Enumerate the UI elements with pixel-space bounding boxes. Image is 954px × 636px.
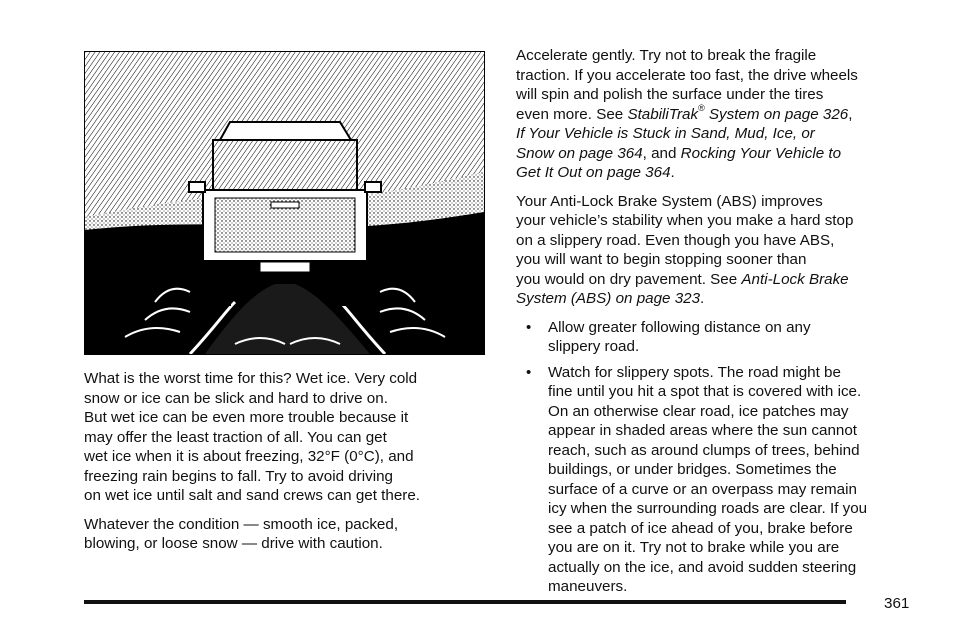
text-line: Accelerate gently. Try not to break the fragile	[516, 47, 817, 64]
stuck-reference: If Your Vehicle is Stuck in Sand, Mud, Ice, or	[516, 125, 815, 142]
text-line: surface of a curve or an overpass may remain	[548, 480, 857, 498]
stabilitrak-page-reference: System on page 326	[704, 105, 849, 123]
left-column	[84, 369, 494, 563]
text-line: blowing, or loose snow — drive with caution.	[84, 535, 383, 552]
text-line: on wet ice until salt and sand crews can get there.	[84, 487, 421, 504]
abs-page-reference: System (ABS) on page 323	[516, 290, 701, 307]
text-line: you will want to begin stopping sooner than	[516, 251, 807, 268]
text-line: fine until you hit a spot that is covered with ice.	[548, 383, 862, 400]
text-line: freezing rain begins to fall. Try to avoid driving	[84, 467, 393, 485]
text-line	[516, 163, 926, 183]
text: you would on dry pavement. See	[516, 270, 742, 288]
text-line: reach, such as around clumps of trees, behind	[548, 441, 860, 459]
stuck-page-reference: Snow on page 364	[516, 144, 643, 162]
right-column	[516, 46, 926, 603]
text-line: icy when the surrounding roads are clear. If you	[548, 500, 868, 517]
text-line: What is the worst time for this? Wet ice. Very cold	[84, 370, 418, 387]
text-line: maneuvers.	[548, 578, 628, 595]
vehicle-on-ice-illustration	[84, 51, 485, 355]
text-line: on a slippery road. Even though you have ABS,	[516, 231, 835, 249]
text-line: actually on the ice, and avoid sudden steering	[548, 558, 857, 576]
footer-rule	[84, 600, 846, 604]
rocking-reference: Rocking Your Vehicle to	[680, 144, 842, 162]
text-line: On an otherwise clear road, ice patches may	[548, 402, 849, 420]
text-line: wet ice when it is about freezing, 32°F (0°C), and	[84, 448, 414, 465]
text: ,	[848, 105, 853, 123]
bullet-icon: •	[526, 363, 532, 381]
registered-mark: ®	[698, 103, 705, 114]
bullet-icon: •	[526, 318, 532, 336]
text-line: Allow greater following distance on any	[548, 318, 811, 336]
text-line: your vehicle’s stability when you make a hard stop	[516, 212, 854, 229]
abs-reference: Anti-Lock Brake	[741, 270, 849, 288]
wet-ice-paragraph	[84, 369, 494, 506]
text: .	[670, 164, 675, 181]
text-line: Whatever the condition — smooth ice, packed,	[84, 515, 399, 533]
text-line: Watch for slippery spots. The road might be	[548, 363, 841, 381]
text-line: buildings, or under bridges. Sometimes the	[548, 461, 837, 478]
text-line	[516, 270, 926, 290]
text: , and	[642, 144, 681, 162]
text-line	[516, 289, 926, 309]
text: .	[700, 290, 705, 307]
text-line: traction. If you accelerate too fast, the drive wheels	[516, 66, 858, 84]
text-line: appear in shaded areas where the sun cannot	[548, 422, 858, 439]
page-number: 361	[884, 595, 910, 612]
text-line: will spin and polish the surface under the tires	[516, 86, 824, 103]
text: even more. See	[516, 105, 628, 123]
bullet-item-slippery-spots	[516, 363, 926, 597]
text-line: Your Anti-Lock Brake System (ABS) improves	[516, 192, 823, 210]
text-line: slippery road.	[548, 338, 640, 355]
abs-paragraph	[516, 192, 926, 309]
text-line: may offer the least traction of all. You can get	[84, 428, 387, 446]
accelerate-paragraph	[516, 46, 926, 183]
bullet-list	[516, 318, 926, 597]
text-line	[516, 124, 926, 144]
text-line: But wet ice can be even more trouble because it	[84, 409, 409, 426]
stabilitrak-reference: StabiliTrak	[627, 105, 699, 123]
caution-paragraph	[84, 515, 494, 554]
rocking-page-reference: Get It Out on page 364	[516, 164, 671, 181]
text-line: see a patch of ice ahead of you, brake before	[548, 519, 853, 537]
text-line: snow or ice can be slick and hard to drive on.	[84, 389, 388, 407]
text-line	[516, 144, 926, 164]
bullet-item-following-distance	[516, 318, 926, 357]
text-line: you are on it. Try not to brake while you are	[548, 539, 840, 556]
text-line	[516, 105, 926, 125]
